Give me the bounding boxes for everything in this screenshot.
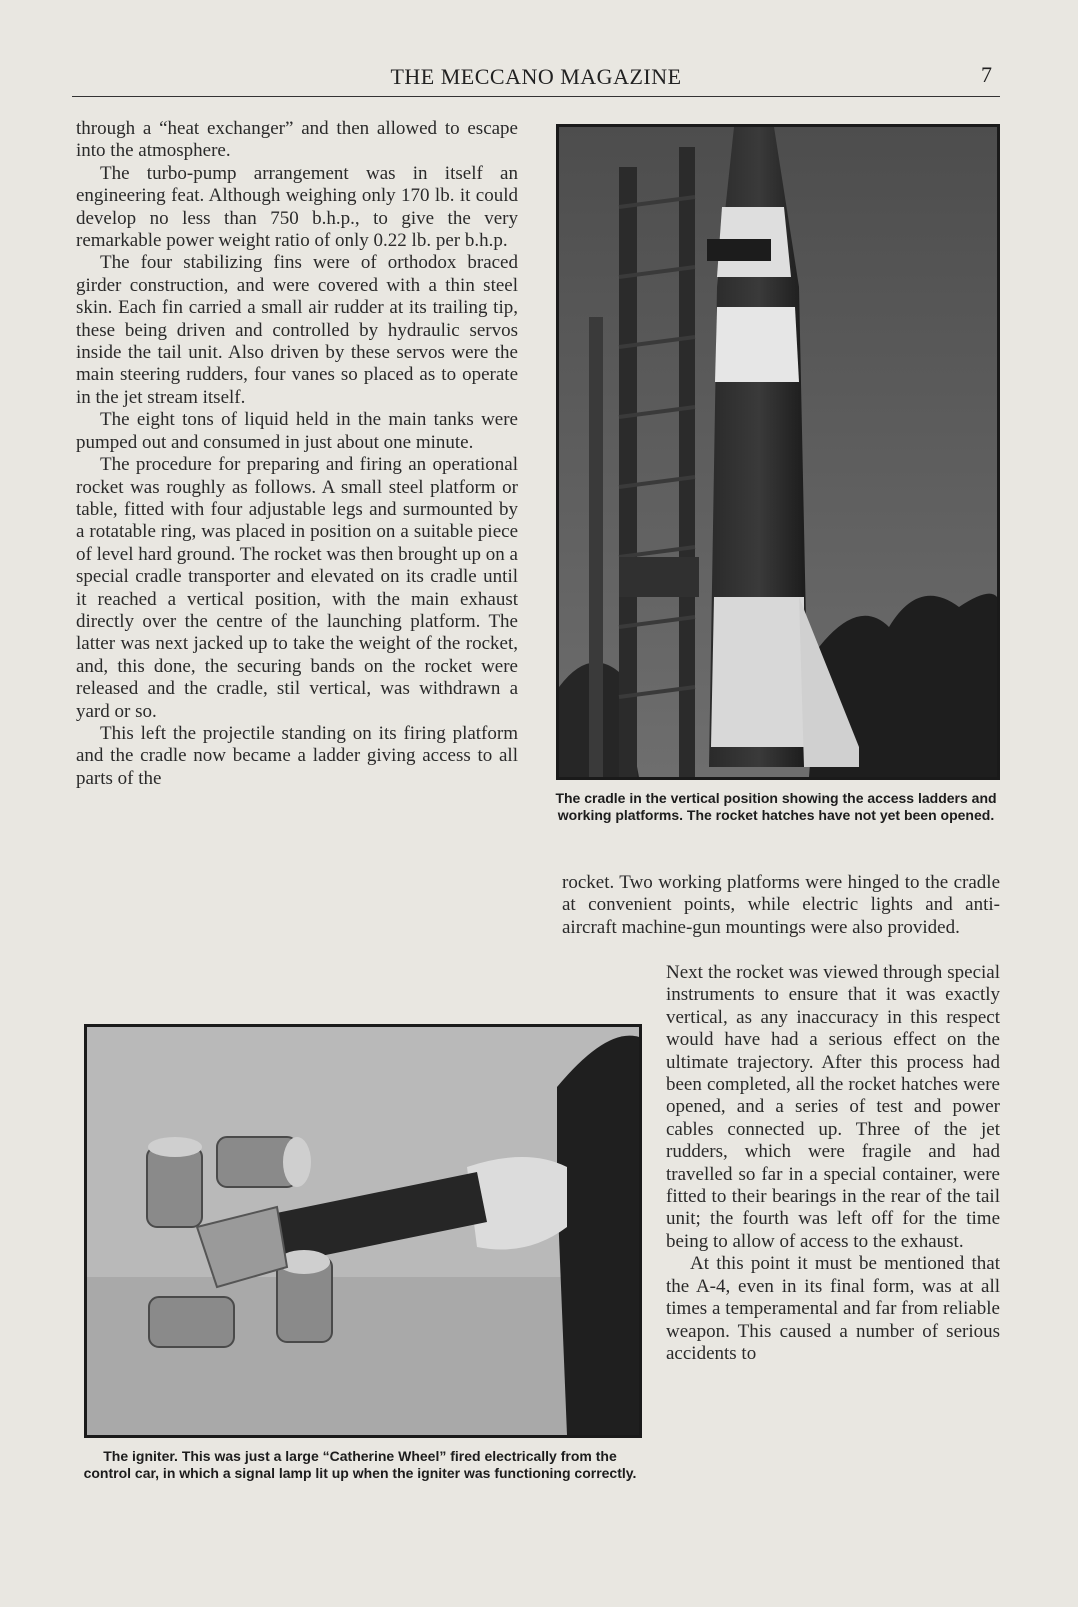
paragraph: The eight tons of liquid held in the main tanks were pumped out and consumed in just about one minute. (76, 409, 518, 453)
paragraph: through a “heat exchanger” and then allowed to escape into the atmosphere. (76, 118, 518, 162)
paragraph: The turbo-pump arrangement was in itself an engineering feat. Although weighing only 170 lb. it could develop no less than 750 b.h.p., to give the very remarkable power weight ratio of only 0.22 lb. per b.h.p. (76, 162, 518, 252)
rocket-illustration (559, 127, 997, 777)
left-text-column (76, 118, 518, 790)
igniter-photo (84, 1024, 642, 1438)
paragraph: rocket. Two working platforms were hinged to the cradle at convenient points, while electric lights and anti-aircraft machine-gun mountings were also provided. (562, 872, 1000, 938)
igniter-photo-caption: The igniter. This was just a large “Catherine Wheel” fired electrically from the control car, in which a signal lamp lit up when the igniter was functioning correctly. (83, 1448, 637, 1481)
paragraph: The procedure for preparing and firing an operational rocket was roughly as follows. A small steel platform or table, fitted with four adjustable legs and surmounted by a rotatable ring, was placed in position on a suitable piece of level hard ground. The rocket was then brought up on a special cradle transporter and elevated on its cradle until it reached a vertical position, with the main exhaust directly over the centre of the launching platform. The latter was next jacked up to take the weight of the rocket, and, this done, the securing bands on the rocket were released and the cradle, stil vertical, was withdrawn a yard or so. (76, 454, 518, 722)
paragraph: At this point it must be mentioned that the A-4, even in its final form, was at all times a temperamental and far from reliable weapon. This caused a number of serious accidents to (666, 1253, 1000, 1364)
rocket-photo-caption: The cradle in the vertical position showing the access ladders and working platforms. The rocket hatches have not yet been opened. (555, 790, 997, 823)
paragraph: The four stabilizing fins were of orthodox braced girder construction, and were covered with a thin steel skin. Each fin carried a small air rudder at its trailing tip, these being driven and controlled by hydraulic servos inside the tail unit. Also driven by these servos were the main steering rudders, four vanes so placed as to operate in the jet stream itself. (76, 252, 518, 408)
right-text-column-lower (666, 962, 1000, 1365)
page-number: 7 (981, 62, 992, 87)
page-header (72, 60, 1000, 97)
igniter-illustration (87, 1027, 639, 1435)
rocket-on-cradle-photo (556, 124, 1000, 780)
paragraph: This left the projectile standing on its firing platform and the cradle now became a ladder giving access to all parts of the (76, 722, 518, 789)
paragraph: Next the rocket was viewed through special instruments to ensure that it was exactly vertical, as any inaccuracy in this respect would have had a serious effect on the ultimate trajectory. After this process had been completed, all the rocket hatches were opened, and a series of test and power cables connected up. Three of the jet rudders, which were fragile and had travelled so far in a special container, were fitted to their bearings in the rear of the tail unit; the fourth was left off for the time being to allow of access to the exhaust. (666, 962, 1000, 1252)
magazine-title: THE MECCANO MAGAZINE (390, 64, 682, 89)
right-text-column-upper (562, 872, 1000, 939)
